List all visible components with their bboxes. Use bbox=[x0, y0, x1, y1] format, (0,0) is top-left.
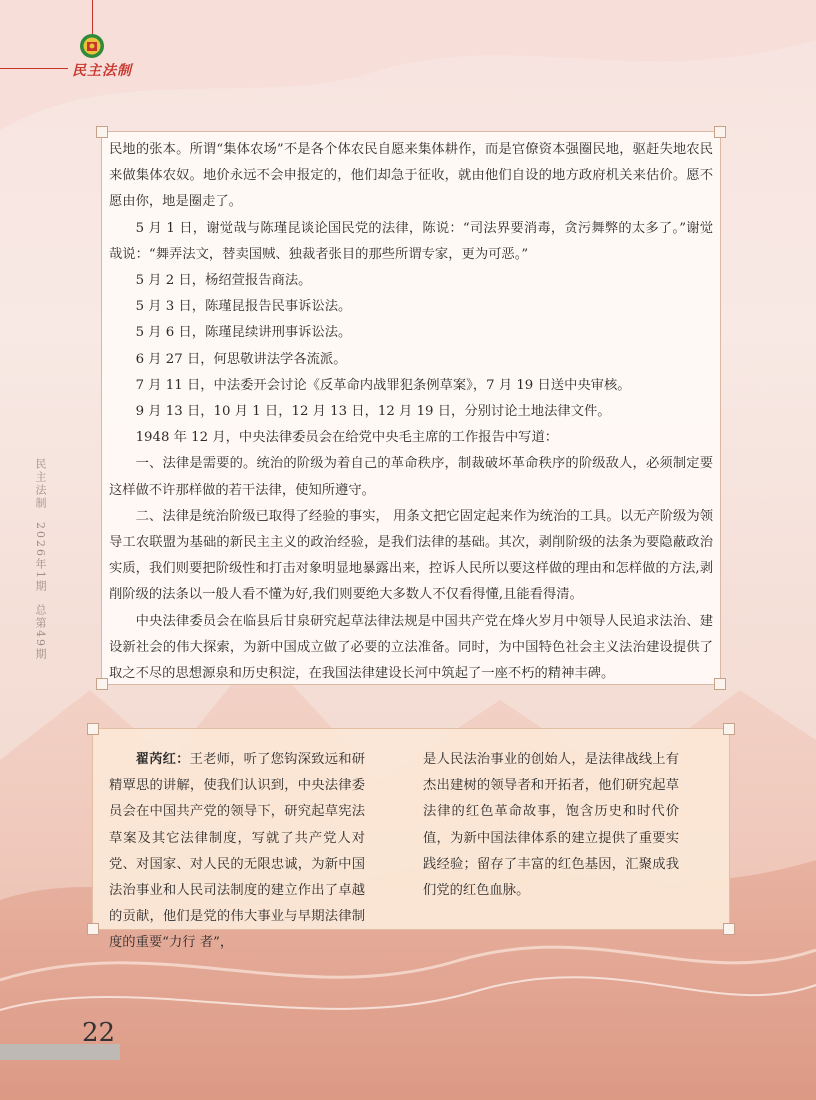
dialogue-paragraph bbox=[109, 747, 365, 957]
dialogue-column-right bbox=[423, 747, 679, 904]
paragraph: 1948 年 12 月，中央法律委员会在给党中央毛主席的工作报告中写道： bbox=[135, 430, 559, 446]
paragraph: 5 月 3 日，陈瑾昆报告民事诉讼法。 bbox=[135, 299, 352, 315]
dialogue-text-continued: 是人民法治事业的创始人，是法律战线上有杰出建树的领导者和开拓者，他们研究起草法律的红色革命故事，饱含历史和时代价值，为新中国法律体系的建立提供了重要实践经验；留存了丰富的红色基因，汇聚成我们党的红色血脉。 bbox=[423, 752, 679, 899]
corner-ornament bbox=[714, 678, 726, 690]
corner-ornament bbox=[723, 923, 735, 935]
header-accent-horizontal bbox=[0, 68, 68, 69]
corner-ornament bbox=[96, 678, 108, 690]
paragraph: 二、法律是统治阶级已取得了经验的事实， 用条文把它固定起来作为统治的工具。以无产阶级为领导工农联盟为基础的新民主主义的政治经验，是我们法律的基础。其次，剥削阶级的法条为要隐蔽政治实质，我们则要把阶级性和打击对象明显地暴露出来，控诉人民所以要这样做的理由和怎样做的方法,剥削阶级的法条以一般人看不懂为好,我们则要绝大多数人不仅看得懂,且能看得清。 bbox=[109, 508, 713, 603]
side-issue-info bbox=[32, 458, 48, 667]
paragraph: 一、法律是需要的。统治的阶级为着自己的革命秩序，制裁破坏革命秩序的阶级敌人，必须制定要这样做不许那样做的若干法律，使知所遵守。 bbox=[109, 456, 713, 498]
page-number: 22 bbox=[82, 1018, 116, 1048]
paragraph: 7 月 11 日，中法委开会讨论《反革命内战罪犯条例草案》，7 月 19 日送中央审核。 bbox=[135, 377, 631, 393]
dialogue-box bbox=[92, 728, 730, 951]
paragraph: 6 月 27 日，何思敬讲法学各流派。 bbox=[135, 351, 347, 367]
corner-ornament bbox=[714, 126, 726, 138]
corner-ornament bbox=[87, 723, 99, 735]
paragraph: 9 月 13 日，10 月 1 日，12 月 13 日，12 月 19 日，分别讨论土地法律文件。 bbox=[135, 404, 611, 420]
emblem-icon bbox=[79, 33, 105, 59]
paragraph: 5 月 6 日，陈瑾昆续讲刑事诉讼法。 bbox=[135, 325, 352, 341]
brand-logo-text: 民主法制 bbox=[72, 63, 132, 79]
side-brand: 民主法制 bbox=[34, 458, 47, 510]
corner-ornament bbox=[87, 923, 99, 935]
paragraph: 5 月 1 日，谢觉哉与陈瑾昆谈论国民党的法律，陈说：“司法界要消毒，贪污舞弊的太多了。”谢觉哉说：“舞弄法文，替卖国贼、独裁者张目的那些所谓专家，更为可恶。” bbox=[109, 220, 713, 262]
article-content bbox=[109, 137, 713, 687]
paragraph: 中央法律委员会在临县后甘泉研究起草法律法规是中国共产党在烽火岁月中领导人民追求法治、建设新社会的伟大探索，为新中国成立做了必要的立法准备。同时，为中国特色社会主义法治建设提供了取之不尽的思想源泉和历史积淀，在我国法律建设长河中筑起了一座不朽的精神丰碑。 bbox=[109, 613, 713, 682]
corner-ornament bbox=[723, 723, 735, 735]
corner-ornament bbox=[96, 126, 108, 138]
side-total: 总第49期 bbox=[34, 604, 47, 661]
side-issue: 2026年1期 bbox=[34, 521, 47, 593]
header-accent-vertical bbox=[92, 0, 93, 34]
article-box bbox=[101, 131, 721, 685]
paragraph: 5 月 2 日，杨绍萱报告商法。 bbox=[135, 273, 312, 289]
dialogue-column-left bbox=[109, 747, 365, 957]
dialogue-text: 王老师，听了您钩深致远和研精覃思的讲解，使我们认识到，中央法律委员会在中国共产党的领导下，研究起草宪法草案及其它法律制度，写就了共产党人对党、对国家、对人民的无限忠诚，为新中国法治事业和人民司法制度的建立作出了卓越的贡献，他们是党的伟大事业与早期法律制度的重要“力行 者”， bbox=[109, 752, 366, 951]
paragraph: 民地的张本。所谓“集体农场”不是各个体农民自愿来集体耕作，而是官僚资本强圈民地，驱赶失地农民来做集体农奴。地价永远不会申报定的，他们却急于征收，就由他们自设的地方政府机关来估价。愿不愿由你，地是圈走了。 bbox=[109, 142, 713, 210]
speaker-name: 翟芮红： bbox=[135, 752, 190, 767]
